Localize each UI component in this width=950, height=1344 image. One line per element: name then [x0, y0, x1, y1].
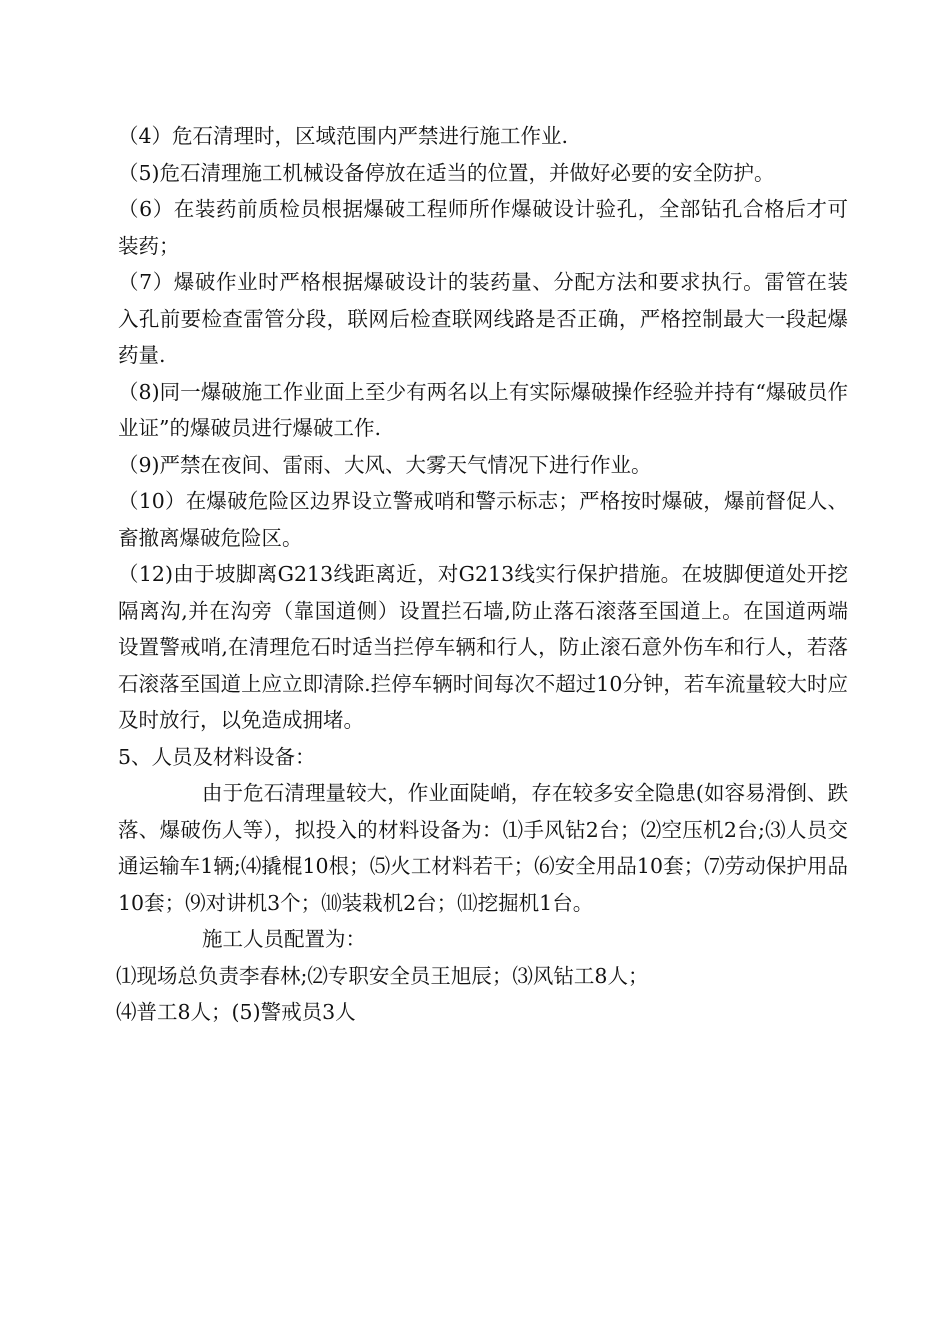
section-heading-personnel-materials: 5、人员及材料设备： — [118, 744, 316, 769]
paragraph-item-9: （9)严禁在夜间、雷雨、大风、大雾天气情况下进行作业。 — [118, 452, 652, 477]
paragraph-item-5: （5)危石清理施工机械设备停放在适当的位置，并做好必要的安全防护。 — [118, 160, 775, 185]
paragraph-staff-line-1: ⑴现场总负责李春林;⑵专职安全员王旭辰；⑶风钻工8人； — [116, 963, 649, 988]
paragraph-item-12: （12)由于坡脚离G213线距离近，对G213线实行保护措施。在坡脚便道处开挖隔离沟,并在沟旁（靠国道侧）设置拦石墙,防止落石滚落至国道上。在国道两端设置警戒哨,在清理危石时适当拦停车辆和行人，防止滚石意外伤车和行人，若落石滚落至国道上应立即清除.拦停车辆时间每次不超过10分钟，若车流量较大时应及时放行，以免造成拥堵。 — [118, 562, 848, 732]
paragraph-item-6: （6）在装药前质检员根据爆破工程师所作爆破设计验孔，全部钻孔合格后才可装药； — [118, 197, 848, 258]
paragraph-item-10: （10）在爆破危险区边界设立警戒哨和警示标志；严格按时爆破，爆前督促人、畜撤离爆破危险区。 — [118, 489, 848, 550]
paragraph-item-8: （8)同一爆破施工作业面上至少有两名以上有实际爆破操作经验并持有“爆破员作业证”的爆破员进行爆破工作. — [118, 379, 848, 440]
document-body — [118, 118, 848, 1031]
paragraph-item-4: （4）危石清理时，区域范围内严禁进行施工作业. — [118, 124, 569, 148]
paragraph-item-7: （7）爆破作业时严格根据爆破设计的装药量、分配方法和要求执行。雷管在装入孔前要检查雷管分段，联网后检查联网线路是否正确，严格控制最大一段起爆药量. — [118, 270, 848, 367]
paragraph-staff-line-2: ⑷普工8人；(5)警戒员3人 — [116, 1000, 356, 1024]
paragraph-equipment-list: 由于危石清理量较大，作业面陡峭，存在较多安全隐患(如容易滑倒、跌落、爆破伤人等），拟投入的材料设备为：⑴手风钻2台；⑵空压机2台;⑶人员交通运输车1辆;⑷撬棍10根；⑸火工材料若干；⑹安全用品10套；⑺劳动保护用品10套；⑼对讲机3个；⑽装栽机2台；⑾挖掘机1台。 — [118, 781, 848, 915]
paragraph-staff-config-title: 施工人员配置为： — [202, 927, 366, 951]
